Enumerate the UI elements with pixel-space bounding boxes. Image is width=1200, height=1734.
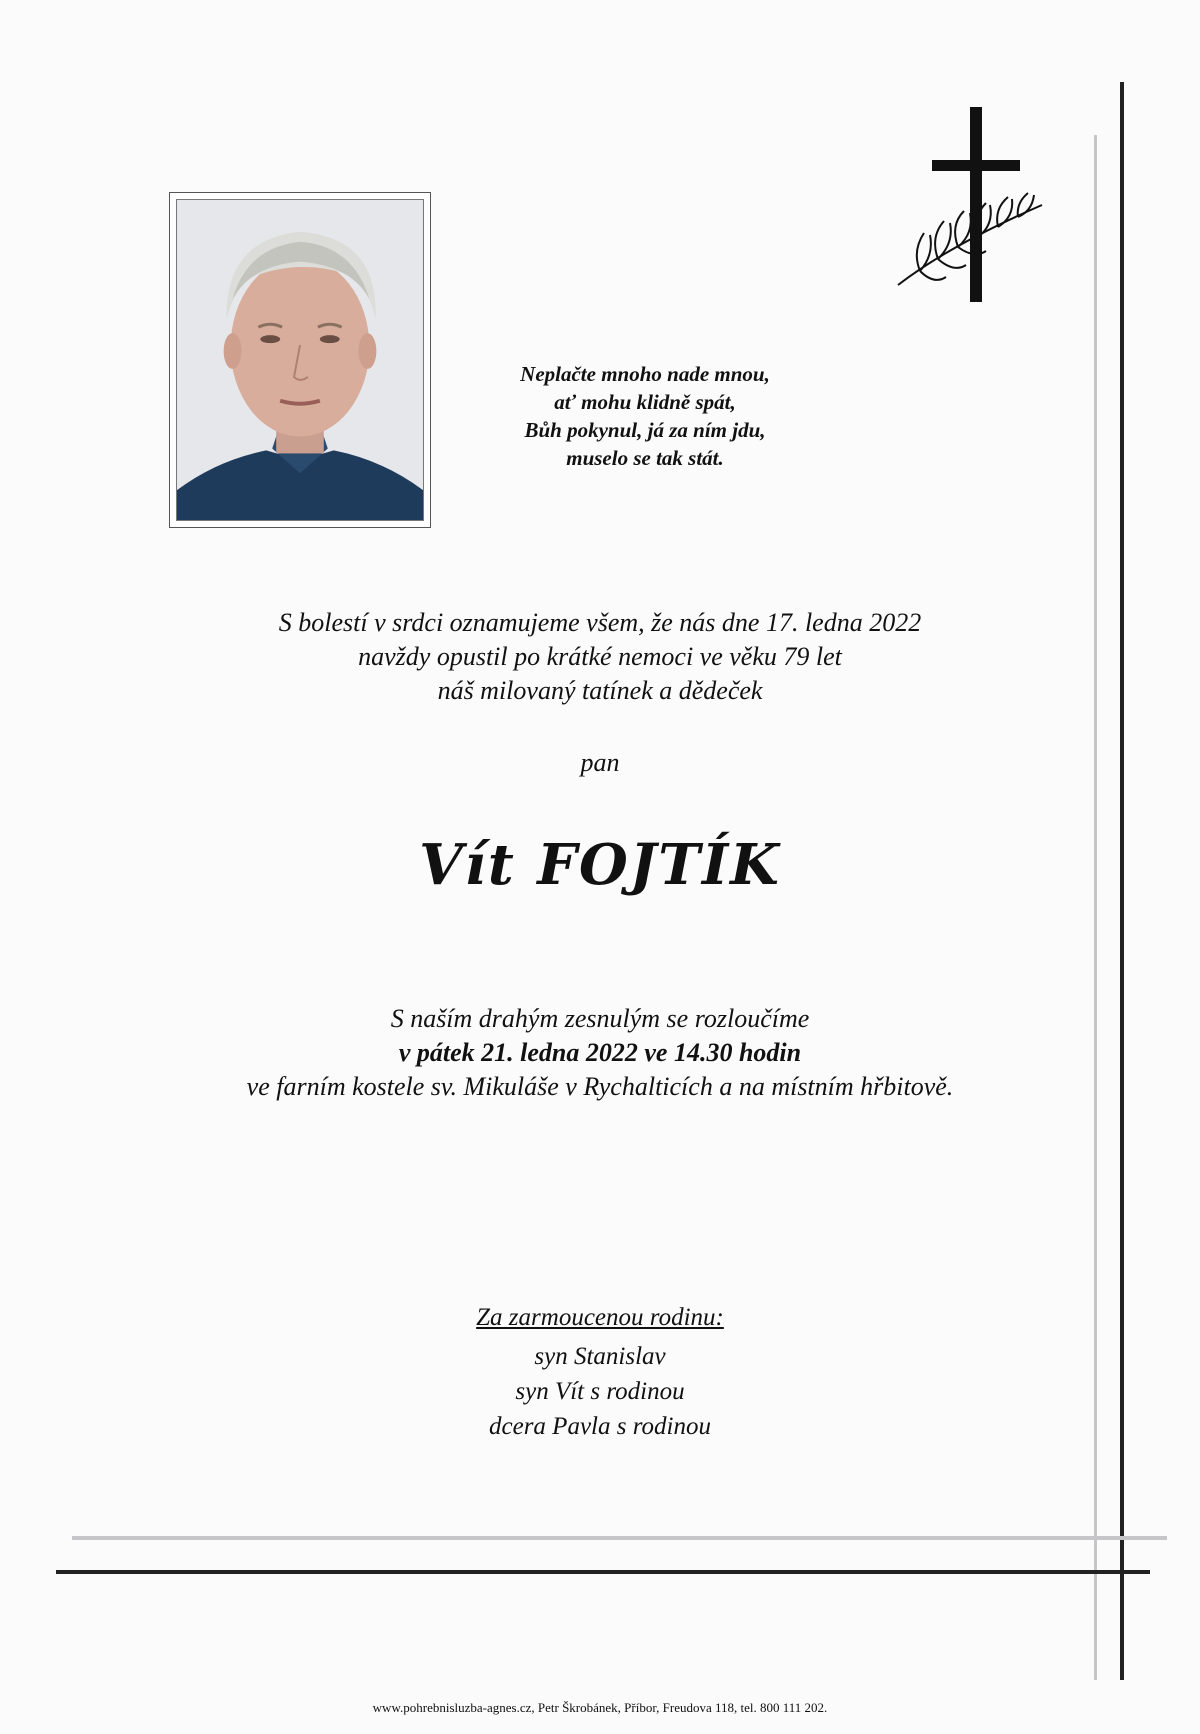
verse-line: Neplačte mnoho nade mnou, bbox=[520, 362, 770, 386]
cross-icon bbox=[932, 107, 1020, 302]
family-member: syn Stanislav bbox=[534, 1343, 666, 1370]
portrait-photo bbox=[176, 199, 424, 521]
verse-line: muselo se tak stát. bbox=[566, 446, 724, 470]
announcement-line: náš milovaný tatínek a dědeček bbox=[437, 676, 763, 705]
farewell-location: ve farním kostele sv. Mikuláše v Rychalticích a na místním hřbitově. bbox=[246, 1072, 954, 1101]
farewell-line: S naším drahým zesnulým se rozloučíme bbox=[390, 1004, 810, 1033]
border-vertical-dark bbox=[1120, 82, 1124, 1680]
portrait-frame bbox=[169, 192, 431, 528]
announcement bbox=[150, 606, 1050, 708]
family-heading: Za zarmoucenou rodinu: bbox=[476, 1304, 724, 1331]
verse-line: Bůh pokynul, já za ním jdu, bbox=[524, 418, 766, 442]
verse-line: ať mohu klidně spát, bbox=[554, 390, 736, 414]
border-horizontal-gray bbox=[72, 1536, 1167, 1540]
family-member: syn Vít s rodinou bbox=[515, 1378, 685, 1405]
farewell-datetime: v pátek 21. ledna 2022 ve 14.30 hodin bbox=[398, 1038, 802, 1067]
border-horizontal-dark bbox=[56, 1570, 1150, 1574]
border-vertical-gray bbox=[1094, 135, 1097, 1680]
footer-contact: www.pohrebnisluzba-agnes.cz, Petr Škrobánek, Příbor, Freudova 118, tel. 800 111 202. bbox=[372, 1700, 828, 1715]
honorific: pan bbox=[580, 748, 620, 777]
farewell-info bbox=[150, 1002, 1050, 1104]
family-member: dcera Pavla s rodinou bbox=[489, 1413, 711, 1440]
announcement-line: navždy opustil po krátké nemoci ve věku 79 let bbox=[358, 642, 842, 671]
deceased-name: Vít FOJTÍK bbox=[419, 832, 781, 898]
verse bbox=[420, 360, 870, 472]
family-signature bbox=[390, 1300, 810, 1444]
announcement-line: S bolestí v srdci oznamujeme všem, že nás dne 17. ledna 2022 bbox=[278, 608, 922, 637]
cross-emblem bbox=[890, 105, 1060, 305]
